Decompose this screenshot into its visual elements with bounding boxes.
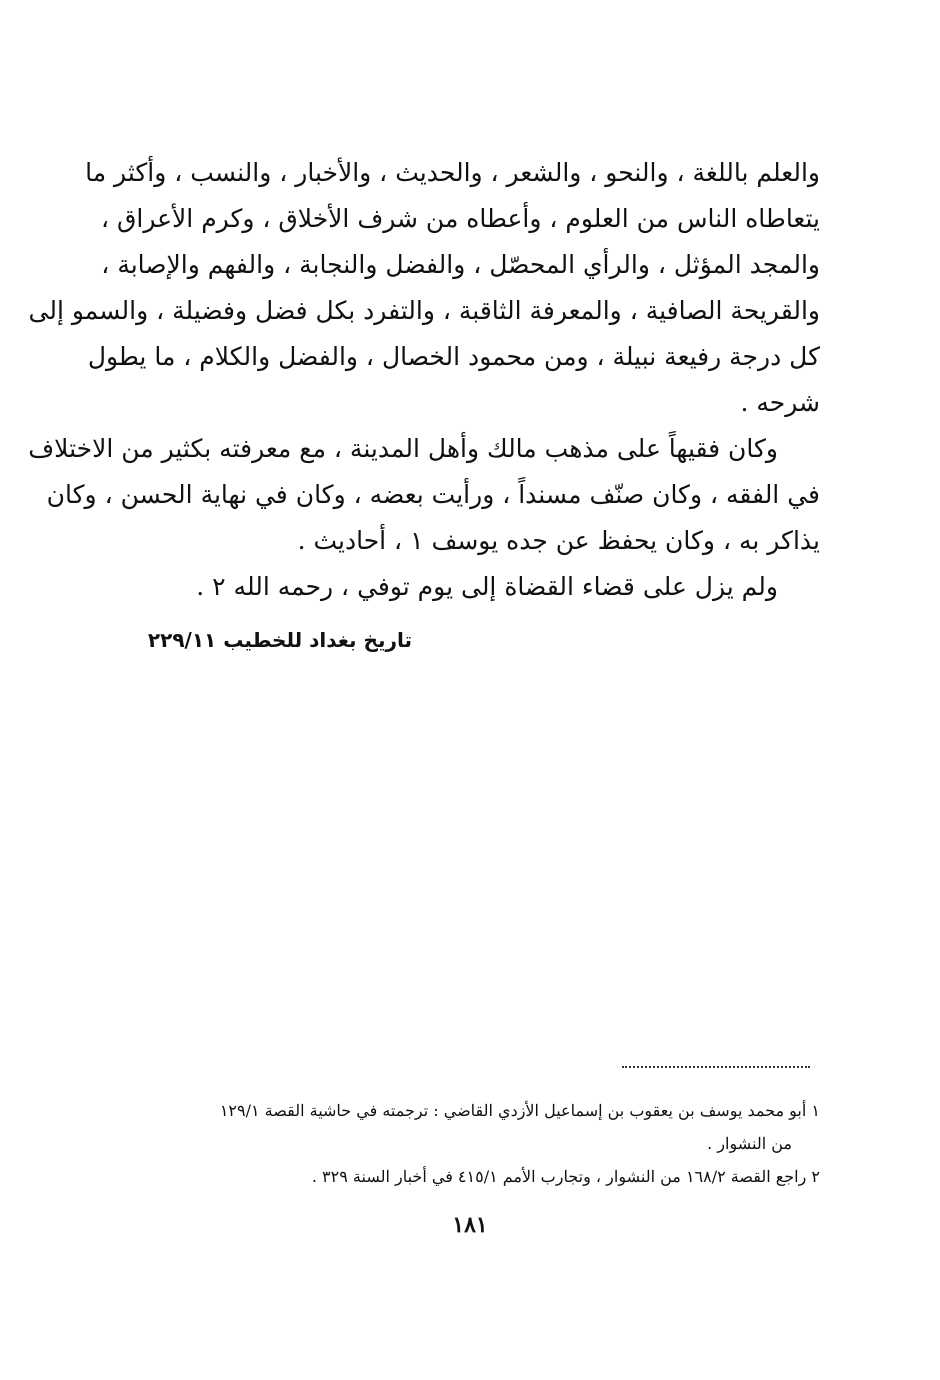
text-line: والعلم باللغة ، والنحو ، والشعر ، والحديث ، والأخبار ، والنسب ، وأكثر ما xyxy=(85,158,820,187)
footnotes xyxy=(140,1094,820,1193)
footnote-1: ١ أبو محمد يوسف بن يعقوب بن إسماعيل الأزدي القاضي : ترجمته في حاشية القصة ١٢٩/١ xyxy=(219,1101,820,1120)
paragraph-1 xyxy=(28,150,820,426)
main-text xyxy=(28,150,820,610)
footnote-1-continuation: من النشوار . xyxy=(707,1134,792,1153)
text-line: وكان فقيهاً على مذهب مالك وأهل المدينة ، مع معرفته بكثير من الاختلاف xyxy=(28,434,778,463)
source-citation: تاريخ بغداد للخطيب ٢٢٩/١١ xyxy=(147,628,412,652)
text-line: يتعاطاه الناس من العلوم ، وأعطاه من شرف الأخلاق ، وكرم الأعراق ، xyxy=(100,204,820,233)
text-line: ولم يزل على قضاء القضاة إلى يوم توفي ، رحمه الله ٢ . xyxy=(196,572,778,601)
text-line: في الفقه ، وكان صنّف مسنداً ، ورأيت بعضه ، وكان في نهاية الحسن ، وكان xyxy=(46,480,820,509)
footnote-divider xyxy=(622,1066,810,1068)
text-line: كل درجة رفيعة نبيلة ، ومن محمود الخصال ، والفضل والكلام ، ما يطول xyxy=(87,342,820,371)
text-line: شرحه . xyxy=(740,388,820,417)
text-line: والمجد المؤثل ، والرأي المحصّل ، والفضل والنجابة ، والفهم والإصابة ، xyxy=(101,250,820,279)
page-number: ١٨١ xyxy=(452,1212,488,1238)
footnote-2: ٢ راجع القصة ١٦٨/٢ من النشوار ، وتجارب الأمم ٤١٥/١ في أخبار السنة ٣٢٩ . xyxy=(311,1167,820,1186)
text-line: والقريحة الصافية ، والمعرفة الثاقبة ، والتفرد بكل فضل وفضيلة ، والسمو إلى xyxy=(28,296,820,325)
text-line: يذاكر به ، وكان يحفظ عن جده يوسف ١ ، أحاديث . xyxy=(297,526,820,555)
paragraph-3 xyxy=(140,564,820,610)
paragraph-2 xyxy=(28,426,820,564)
